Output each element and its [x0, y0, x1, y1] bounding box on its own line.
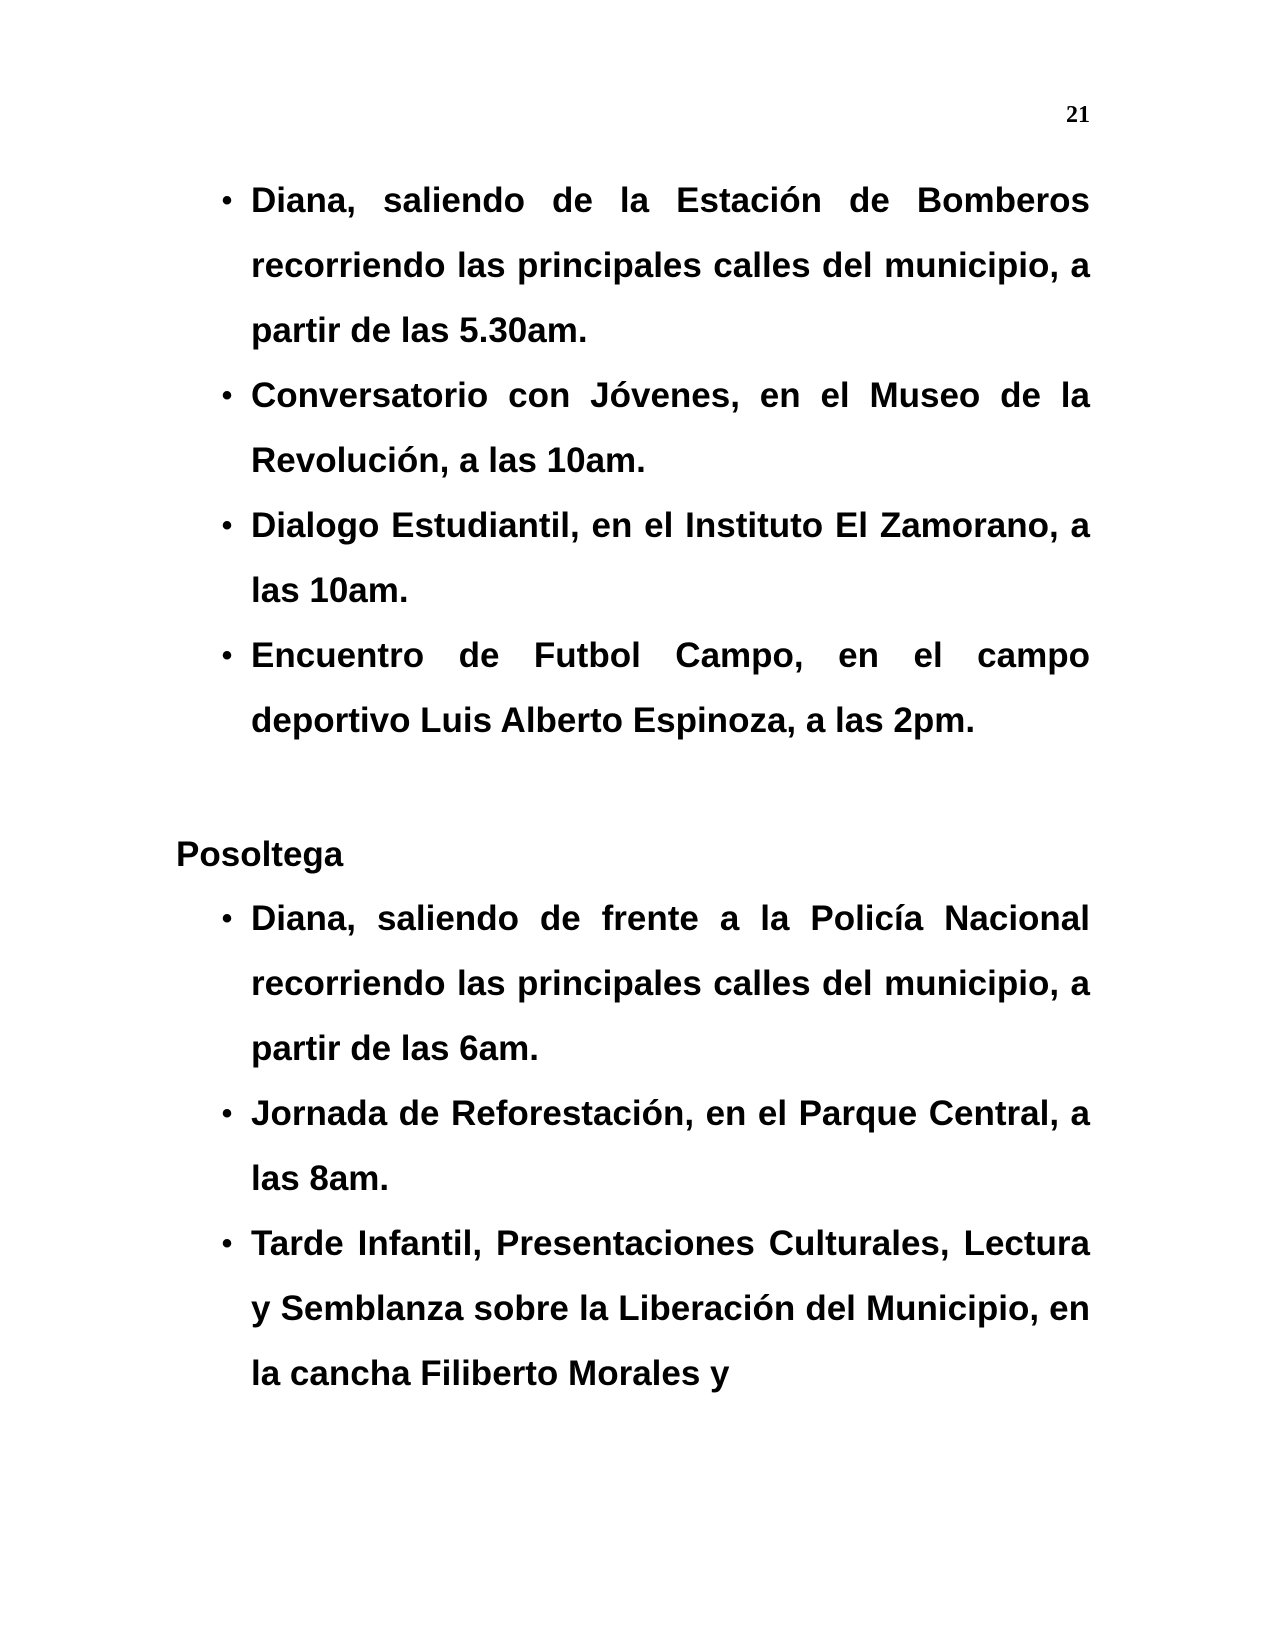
activity-list-top — [0, 168, 1276, 753]
page-number: 21 — [1066, 102, 1090, 128]
bullet-icon: • — [221, 1227, 233, 1260]
bullet-icon: • — [221, 509, 233, 542]
bullet-icon: • — [221, 1097, 233, 1130]
list-item — [221, 886, 1090, 1081]
list-item-text: Encuentro de Futbol Campo, en el campo deportivo Luis Alberto Espinoza, a las 2pm. — [251, 636, 1090, 740]
list-item — [221, 623, 1090, 753]
bullet-icon: • — [221, 379, 233, 412]
list-item — [221, 1081, 1090, 1211]
list-item — [221, 363, 1090, 493]
bullet-icon: • — [221, 184, 233, 217]
list-item-text: Conversatorio con Jóvenes, en el Museo de la Revolución, a las 10am. — [251, 376, 1090, 480]
list-item-text: Dialogo Estudiantil, en el Instituto El Zamorano, a las 10am. — [251, 506, 1090, 610]
list-item-text: Jornada de Reforestación, en el Parque Central, a las 8am. — [251, 1094, 1090, 1198]
activity-list-posoltega — [0, 886, 1276, 1406]
bullet-icon: • — [221, 902, 233, 935]
list-item — [221, 493, 1090, 623]
list-item — [221, 168, 1090, 363]
list-item-text: Tarde Infantil, Presentaciones Culturales, Lectura y Semblanza sobre la Liberación del Municipio, en la cancha Filiberto Morales y — [251, 1224, 1090, 1393]
section-heading-posoltega: Posoltega — [176, 835, 344, 874]
bullet-icon: • — [221, 639, 233, 672]
list-item-text: Diana, saliendo de la Estación de Bomberos recorriendo las principales calles del municipio, a partir de las 5.30am. — [251, 181, 1090, 350]
list-item — [221, 1211, 1090, 1406]
list-item-text: Diana, saliendo de frente a la Policía Nacional recorriendo las principales calles del municipio, a partir de las 6am. — [251, 899, 1090, 1068]
